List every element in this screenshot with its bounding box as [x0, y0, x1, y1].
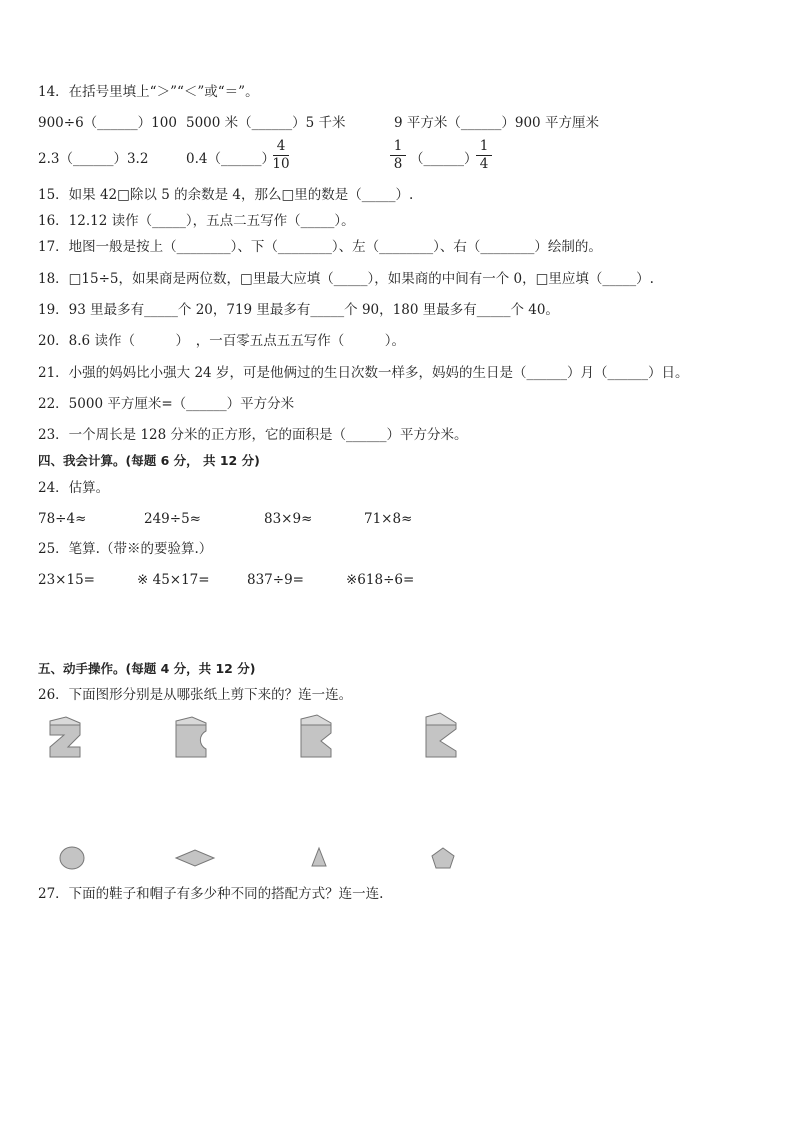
q14-title: 14．在括号里填上“＞”“＜”或“＝”。 [38, 84, 259, 100]
q14-r2c1: 2.3（______）3.2 [38, 151, 149, 167]
q17: 17．地图一般是按上（________）、下（________）、左（________）、右（________）绘制的。 [38, 239, 602, 255]
q14-r1c3: 9 平方米（______）900 平方厘米 [394, 115, 599, 131]
q18: 18．□15÷5，如果商是两位数，□里最大应填（_____），如果商的中间有一个 0，□里应填（_____）. [38, 271, 654, 287]
folded-paper-notch-icon [297, 713, 337, 759]
folded-paper-z-icon [46, 713, 86, 759]
q25-item: ※618÷6= [346, 572, 415, 588]
q15: 15．如果 42□除以 5 的余数是 4，那么□里的数是（_____）. [38, 187, 414, 203]
folded-paper-triangle-notch-icon [422, 711, 462, 759]
q24-title: 24．估算。 [38, 480, 110, 496]
q14-r2c2-prefix: 0.4（______） [186, 151, 275, 167]
fraction-denominator: 4 [479, 156, 489, 172]
q25-item: 23×15= [38, 572, 95, 588]
circle-shape-icon [57, 845, 87, 871]
triangle-shape-icon [308, 846, 330, 868]
fraction-1-8 [388, 139, 408, 172]
q25-item: 837÷9= [247, 572, 304, 588]
fraction-4-10 [271, 139, 291, 172]
pentagon-shape-icon [430, 846, 456, 870]
q24-item: 78÷4≈ [38, 511, 87, 527]
fraction-denominator: 10 [272, 156, 290, 172]
q21: 21．小强的妈妈比小强大 24 岁，可是他俩过的生日次数一样多，妈妈的生日是（______）月（______）日。 [38, 365, 689, 381]
fraction-1-4 [474, 139, 494, 172]
q25-item: ※ 45×17= [137, 572, 210, 588]
q14-r1c1: 900÷6（______）100 [38, 115, 177, 131]
section-4-heading: 四、我会计算。(每题 6 分， 共 12 分) [38, 453, 260, 468]
rhombus-shape-icon [174, 848, 216, 868]
q26-title: 26．下面图形分别是从哪张纸上剪下来的？连一连。 [38, 687, 353, 703]
q25-title: 25．笔算.（带※的要验算.） [38, 541, 213, 557]
q20: 20．8.6 读作（ ） ，一百零五点五五写作（ ）。 [38, 333, 405, 349]
q16: 16．12.12 读作（_____），五点二五写作（_____）。 [38, 213, 355, 229]
q24-item: 71×8≈ [364, 511, 413, 527]
q19: 19．93 里最多有_____个 20，719 里最多有_____个 90，180 里最多有_____个 40。 [38, 302, 559, 318]
fraction-numerator: 4 [276, 138, 286, 154]
folded-paper-semicircle-icon [172, 713, 212, 759]
fraction-numerator: 1 [393, 138, 403, 154]
section-5-heading: 五、动手操作。(每题 4 分，共 12 分) [38, 661, 256, 676]
fraction-denominator: 8 [393, 156, 403, 172]
q22: 22．5000 平方厘米=（______）平方分米 [38, 396, 295, 412]
q14-r1c2: 5000 米（______）5 千米 [186, 115, 346, 131]
q14-r2c3-mid: （______） [410, 151, 478, 167]
q24-item: 249÷5≈ [144, 511, 201, 527]
q24-item: 83×9≈ [264, 511, 313, 527]
q27-title: 27．下面的鞋子和帽子有多少种不同的搭配方式？连一连. [38, 886, 384, 902]
fraction-numerator: 1 [479, 138, 489, 154]
q23: 23．一个周长是 128 分米的正方形，它的面积是（______）平方分米。 [38, 427, 468, 443]
